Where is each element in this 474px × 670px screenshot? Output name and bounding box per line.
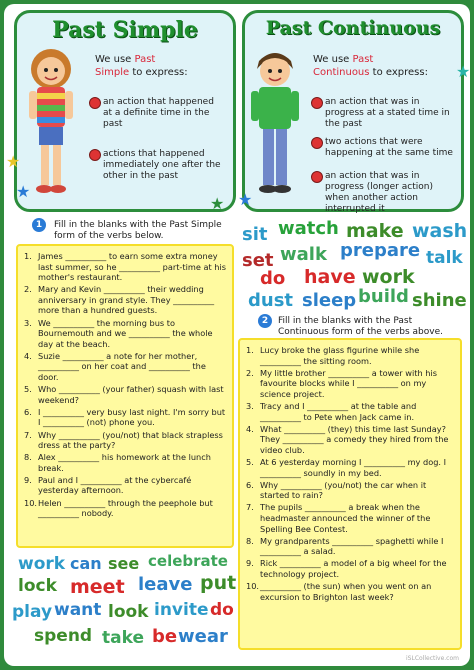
- list-item[interactable]: 2. My little brother __________ a tower with his favourite blocks while I __________ on my science project.: [246, 367, 437, 399]
- verb-word: leave: [138, 574, 193, 595]
- task2-list: [246, 345, 458, 604]
- star-icon: ★: [456, 62, 470, 81]
- list-item[interactable]: 7. Why __________ (you/not) that black strapless dress at the party?: [24, 429, 223, 451]
- verb-word: prepare: [340, 240, 421, 261]
- list-item[interactable]: 4. What __________ (they) this time last Sunday? They __________ a comedy they hired from the video club.: [246, 423, 449, 455]
- past-continuous-card: [242, 10, 464, 212]
- task1-instruction: Fill in the blanks with the Past Simple form of the verbs below.: [54, 220, 222, 241]
- bullet-icon: [89, 97, 101, 109]
- list-item[interactable]: 9. Rick __________ a model of a big wheel for the technology project.: [246, 558, 447, 579]
- task1-list: [24, 251, 228, 520]
- list-item[interactable]: 8. My grandparents __________ spaghetti while I __________ a salad.: [246, 535, 444, 557]
- verb-word: see: [108, 554, 140, 573]
- list-item[interactable]: 4. Suzie __________ a note for her mother, __________ on her coat and __________ the door.: [24, 350, 206, 383]
- worksheet-page: [4, 4, 470, 666]
- verb-word: work: [18, 554, 66, 574]
- list-item[interactable]: 3. Tracy and I __________ at the table and __________ to Pete when Jack came in.: [246, 400, 417, 422]
- verb-word: have: [304, 266, 356, 288]
- verb-word: can: [70, 554, 102, 573]
- girl-illustration: [23, 45, 79, 205]
- verb-word: lock: [18, 576, 57, 596]
- star-icon: ★: [238, 190, 253, 209]
- verb-word: take: [102, 628, 144, 648]
- verb-word: meet: [70, 576, 125, 598]
- task2-instruction: Fill in the blanks with the Past Continuous form of the verbs above.: [278, 316, 443, 337]
- star-icon: ★: [16, 182, 31, 201]
- past-simple-card: [14, 10, 236, 212]
- list-item[interactable]: 5. At 6 yesterday morning I __________ my dog. I __________ soundly in my bed.: [246, 456, 447, 478]
- star-icon: ★: [6, 152, 21, 171]
- task2-exercise-box: [238, 338, 462, 650]
- bullet-icon: [311, 171, 323, 183]
- verb-word: set: [242, 250, 274, 271]
- verb-word: watch: [278, 218, 339, 239]
- footer-watermark: iSLCollective.com: [406, 655, 459, 662]
- verb-word: play: [12, 602, 53, 622]
- verb-word: put: [200, 572, 237, 594]
- past-continuous-bullet-1: an action that was in progress at a stated time in the past: [325, 97, 459, 130]
- verb-word: build: [358, 286, 409, 307]
- list-item[interactable]: 3. We __________ the morning bus to Bournemouth and we __________ the whole day at the beach.: [24, 317, 213, 349]
- verb-word: sleep: [302, 290, 357, 311]
- task1-exercise-box: [16, 244, 234, 548]
- verb-word: want: [54, 600, 102, 620]
- verb-word: celebrate: [148, 552, 228, 570]
- list-item[interactable]: 6. I __________ very busy last night. I'm sorry but I __________ (not) phone you.: [24, 406, 226, 428]
- verb-word: work: [362, 266, 415, 288]
- list-item[interactable]: 8. Alex __________ his homework at the lunch break.: [24, 452, 211, 473]
- past-simple-title: Past Simple: [52, 17, 198, 43]
- list-item[interactable]: 1. Lucy broke the glass figurine while she __________ the sitting room.: [246, 345, 420, 366]
- verb-word: dust: [248, 290, 294, 311]
- bullet-icon: [89, 149, 101, 161]
- verb-word: invite: [154, 600, 209, 620]
- past-simple-intro: We use Past Simple to express:: [95, 54, 188, 78]
- verb-word: shine: [412, 290, 467, 311]
- verb-word: wear: [178, 626, 228, 647]
- verb-word: walk: [280, 244, 327, 265]
- list-item[interactable]: 7. The pupils __________ a break when the headmaster announced the winner of the Spelling Bee Contest.: [246, 502, 431, 534]
- boy-illustration: [247, 47, 303, 205]
- verb-word: be: [152, 626, 178, 647]
- past-continuous-bullet-3: an action that was in progress (longer action) when another action interrupted it: [325, 171, 459, 215]
- verb-word: wash: [412, 220, 468, 242]
- list-item[interactable]: 6. Why __________ (you/not) the car when it started to rain?: [246, 479, 427, 501]
- past-continuous-intro: We use Past Continuous to express:: [313, 54, 428, 78]
- list-item[interactable]: 10. __________ (the sun) when you went on an excursion to Brighton last week?: [246, 580, 432, 602]
- past-simple-bullet-2: actions that happened immediately one after the other in the past: [103, 149, 221, 182]
- list-item[interactable]: 1. James __________ to earn some extra money last summer, so he __________ part-time at his mother's restaurant.: [24, 251, 227, 283]
- bullet-icon: [311, 97, 323, 109]
- verb-word: do: [260, 268, 286, 289]
- task2-number-badge: 2: [258, 314, 272, 328]
- verb-word: make: [346, 220, 404, 242]
- list-item[interactable]: 10. Helen __________ through the peephole but __________ nobody.: [24, 497, 213, 519]
- bullet-icon: [311, 137, 323, 149]
- list-item[interactable]: 9. Paul and I __________ at the cybercafé yesterday afternoon.: [24, 474, 192, 496]
- list-item[interactable]: 5. Who __________ (your father) squash with last weekend?: [24, 384, 224, 405]
- past-continuous-title: Past Continuous: [265, 17, 441, 39]
- verb-word: do: [210, 600, 234, 620]
- verb-word: spend: [34, 626, 93, 646]
- star-icon: ★: [210, 194, 225, 213]
- verb-word: talk: [426, 248, 463, 268]
- verb-word: sit: [242, 224, 268, 245]
- list-item[interactable]: 2. Mary and Kevin __________ their wedding anniversary in grand style. They __________ more than a hundred guests.: [24, 284, 215, 316]
- verb-word: look: [108, 602, 149, 622]
- past-continuous-bullet-2: two actions that were happening at the same time: [325, 137, 459, 159]
- past-simple-bullet-1: an action that happened at a definite time in the past: [103, 97, 221, 130]
- task1-number-badge: 1: [32, 218, 46, 232]
